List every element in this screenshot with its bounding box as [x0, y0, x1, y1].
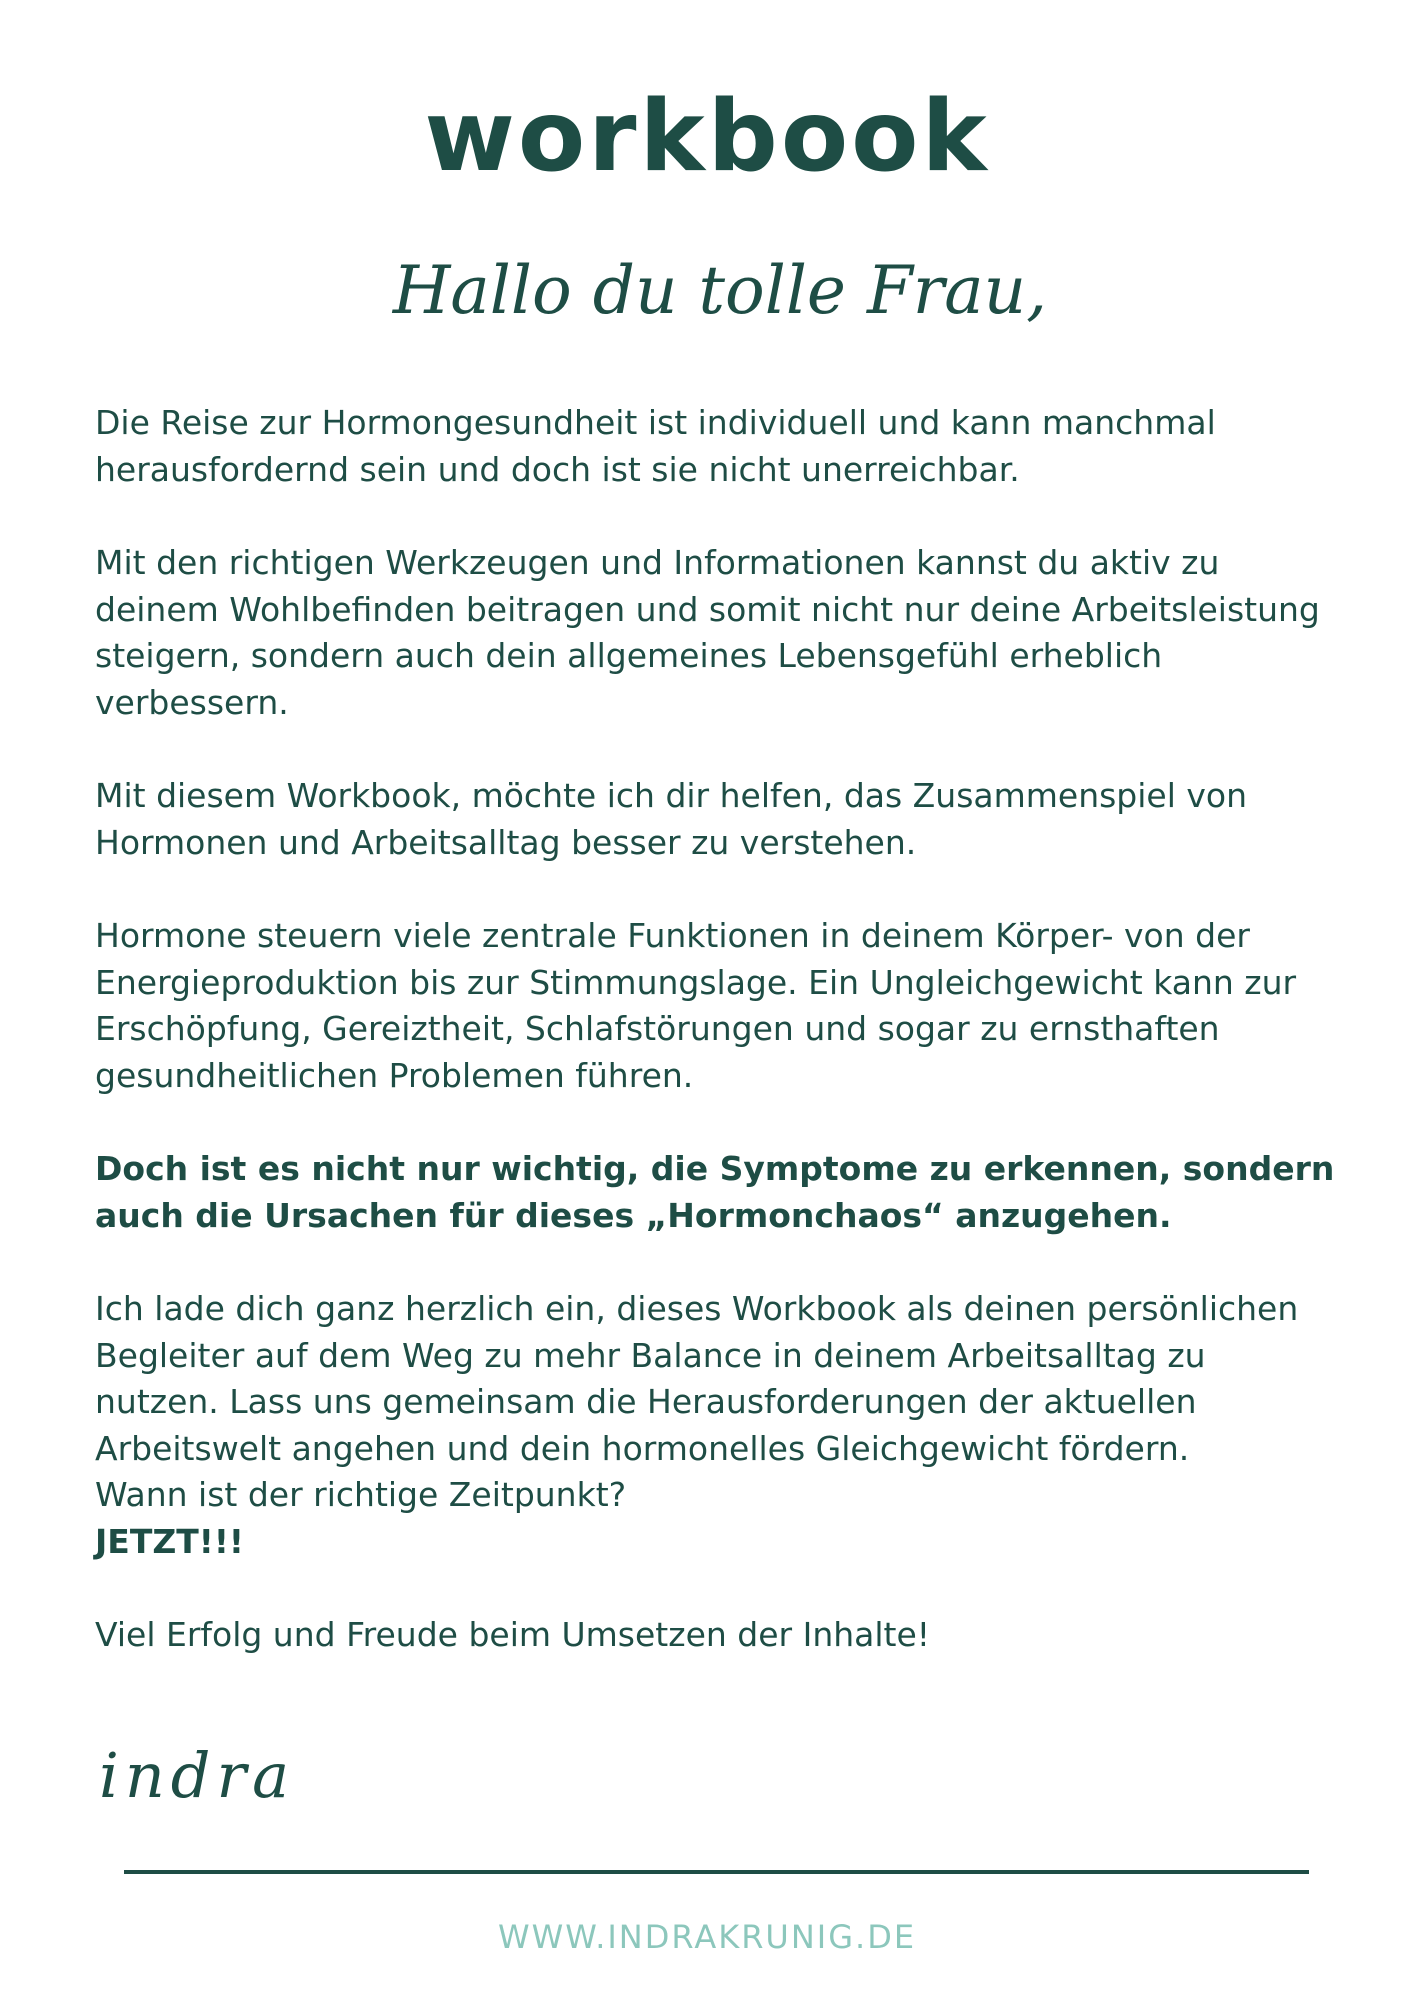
- paragraph-purpose: Mit diesem Workbook, möchte ich dir helfen, das Zusammenspiel von Hormonen und Arbeitsalltag besser zu verstehen.: [95, 776, 1248, 862]
- question-line: Wann ist der richtige Zeitpunkt?: [95, 1475, 627, 1514]
- greeting-text: Hallo du tolle Frau,: [392, 252, 1048, 329]
- signature-text: indra: [99, 1739, 296, 1812]
- greeting-script: [392, 218, 1048, 358]
- answer-line: JETZT!!!: [95, 1521, 244, 1561]
- footer-url[interactable]: WWW.INDRAKRUNIG.DE: [497, 1918, 917, 1956]
- footer-divider: [124, 1870, 1309, 1874]
- signature-handwriting: [95, 1735, 395, 1825]
- paragraph-invitation: Ich lade dich ganz herzlich ein, dieses Workbook als deinen persönlichen Begleiter auf dem Weg zu mehr Balance in deinem Arbeitsalltag zu nutzen. Lass uns gemeinsam die Herausforderungen der aktuellen Arbeitswelt angehen und dein hormonelles Gleichgewicht fördern.: [95, 1289, 1299, 1468]
- signature: [95, 1735, 395, 1825]
- closing-line: Viel Erfolg und Freude beim Umsetzen der Inhalte!: [95, 1615, 931, 1654]
- paragraph-tools: Mit den richtigen Werkzeugen und Informationen kannst du aktiv zu deinem Wohlbefinden beitragen und somit nicht nur deine Arbeitsleistung steigern, sondern auch dein allgemeines Lebensgefühl erheblich verbessern.: [95, 543, 1320, 722]
- paragraph-intro: Die Reise zur Hormongesundheit ist individuell und kann manchmal herausfordernd sein und doch ist sie nicht unerreichbar.: [95, 403, 1216, 489]
- page-title: workbook: [424, 80, 990, 194]
- letter-body: [95, 400, 1335, 1706]
- paragraph-hormones: Hormone steuern viele zentrale Funktionen in deinem Körper- von der Energieproduktion bis zur Stimmungslage. Ein Ungleichgewicht kann zur Erschöpfung, Gereiztheit, Schlafstörungen und sogar zu ernsthaften gesundheitlichen Problemen führen.: [95, 916, 1297, 1095]
- greeting-handwriting: [392, 218, 1048, 358]
- paragraph-emphasis: Doch ist es nicht nur wichtig, die Symptome zu erkennen, sondern auch die Ursachen für dieses „Hormonchaos“ anzugehen.: [95, 1149, 1335, 1235]
